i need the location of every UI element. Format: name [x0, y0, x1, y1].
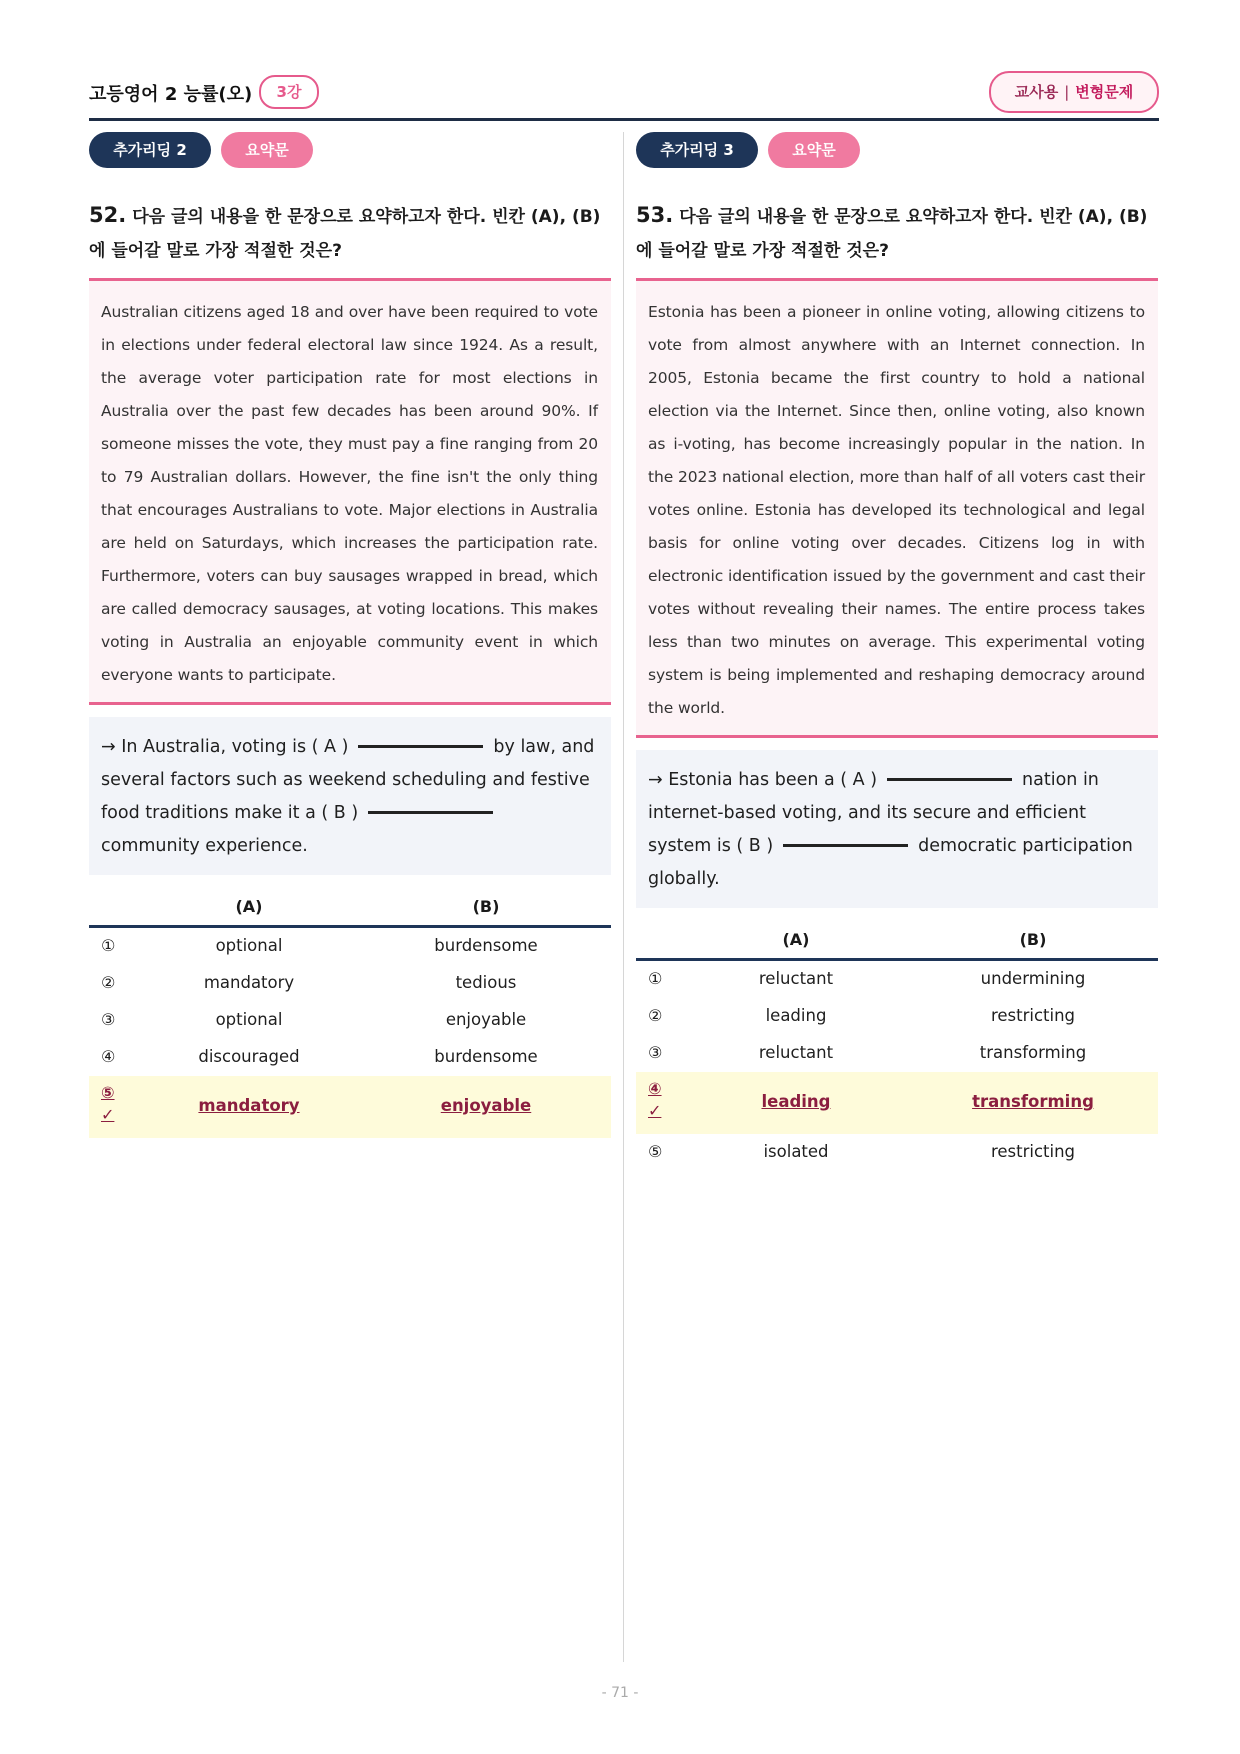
question-tags	[89, 132, 611, 168]
header-a: (A)	[235, 897, 263, 916]
choice-number: ①	[648, 969, 663, 988]
choices-header	[89, 891, 611, 925]
choice-a: leading	[761, 1092, 831, 1111]
question-text: 다음 글의 내용을 한 문장으로 요약하고자 한다. 빈칸 (A), (B)에 들어갈 말로 가장 적절한 것은?	[89, 207, 601, 261]
choice-b: tedious	[455, 973, 517, 992]
question-53-column	[636, 132, 1158, 1171]
summary-part-3: community experience.	[101, 836, 308, 856]
choice-a: mandatory	[198, 1096, 300, 1115]
check-icon: ✓	[648, 1101, 662, 1120]
choice-b: enjoyable	[445, 1010, 527, 1029]
choice-number: ②	[101, 973, 116, 992]
choice-a: reluctant	[758, 969, 834, 988]
choice-a: mandatory	[203, 973, 295, 992]
header-rule	[89, 118, 1159, 121]
choice-b: restricting	[990, 1006, 1076, 1025]
answer-choices	[636, 924, 1158, 1171]
choice-b: transforming	[979, 1043, 1087, 1062]
question-tags	[636, 132, 1158, 168]
choice-row[interactable]	[89, 1002, 611, 1039]
teacher-edition-badge	[989, 71, 1159, 113]
choice-a: optional	[215, 936, 283, 955]
choice-row[interactable]	[636, 998, 1158, 1035]
check-icon: ✓	[101, 1105, 115, 1124]
summary-part-3: democratic participation globally.	[648, 836, 1133, 889]
blank-a	[358, 745, 483, 748]
question-prompt	[636, 198, 1158, 268]
badge-separator: |	[1064, 83, 1070, 101]
answer-choices	[89, 891, 611, 1138]
question-prompt	[89, 198, 611, 268]
summary-part-2: by law, and several factors such as weekend scheduling and festive food traditions make it a ( B )	[101, 737, 595, 823]
question-number: 53.	[636, 203, 674, 227]
summary-part-1: → Estonia has been a ( A )	[648, 770, 878, 790]
choice-number: ③	[101, 1010, 116, 1029]
choice-row[interactable]	[636, 961, 1158, 998]
reading-passage: Estonia has been a pioneer in online voting, allowing citizens to vote from almost anywhere with an Internet connection. In 2005, Estonia became the first country to hold a national election via the Internet. Since then, online voting, also known as i-voting, has become increasingly popular in the nation. In the 2023 national election, more than half of all voters cast their votes online. Estonia has developed its technological and legal basis for online voting over decades. Citizens log in with electronic identification issued by the government and cast their votes without revealing their names. The entire process takes less than two minutes on average. This experimental voting system is being implemented and reshaping democracy around the world.	[636, 281, 1158, 735]
choice-b: burdensome	[434, 936, 538, 955]
choice-a: isolated	[763, 1142, 829, 1161]
choice-number: ①	[101, 936, 116, 955]
blank-a	[887, 778, 1012, 781]
blank-b	[368, 811, 493, 814]
book-title: 고등영어 2 능률(오)	[89, 84, 253, 105]
correct-choice-row[interactable]	[636, 1072, 1158, 1134]
choice-number: ⑤	[648, 1142, 663, 1161]
choice-row[interactable]	[89, 965, 611, 1002]
choice-row[interactable]	[89, 1039, 611, 1076]
choice-number: ②	[648, 1006, 663, 1025]
summary-sentence	[89, 717, 611, 875]
question-52-column	[89, 132, 611, 1138]
summary-part-2: nation in internet-based voting, and its secure and efficient system is ( B )	[648, 770, 1099, 856]
header-b: (B)	[472, 897, 500, 916]
choice-b: transforming	[972, 1092, 1094, 1111]
header-a: (A)	[782, 930, 810, 949]
header-b: (B)	[1019, 930, 1047, 949]
choice-b: undermining	[980, 969, 1086, 988]
choice-b: burdensome	[434, 1047, 538, 1066]
choices-header	[636, 924, 1158, 958]
column-divider	[623, 132, 624, 1662]
choice-a: optional	[215, 1010, 283, 1029]
question-text: 다음 글의 내용을 한 문장으로 요약하고자 한다. 빈칸 (A), (B)에 들어갈 말로 가장 적절한 것은?	[636, 207, 1148, 261]
question-type-tag: 요약문	[768, 132, 860, 168]
question-type-label: 변형문제	[1075, 83, 1134, 101]
question-number: 52.	[89, 203, 127, 227]
passage-bottom-rule	[89, 702, 611, 705]
choice-a: discouraged	[198, 1047, 300, 1066]
choice-number: ③	[648, 1043, 663, 1062]
passage-bottom-rule	[636, 735, 1158, 738]
summary-part-1: → In Australia, voting is ( A )	[101, 737, 349, 757]
page-number: - 71 -	[601, 1685, 639, 1701]
correct-choice-row[interactable]	[89, 1076, 611, 1138]
reading-tag: 추가리딩 3	[636, 132, 758, 168]
choice-b: restricting	[990, 1142, 1076, 1161]
page-header	[89, 70, 1159, 120]
choice-row[interactable]	[89, 928, 611, 965]
choice-number-text: ⑤	[101, 1083, 115, 1102]
question-type-tag: 요약문	[221, 132, 313, 168]
choice-number-text: ④	[648, 1079, 662, 1098]
teacher-label: 교사용	[1014, 83, 1059, 101]
choice-a: reluctant	[758, 1043, 834, 1062]
choice-row[interactable]	[636, 1134, 1158, 1171]
choice-a: leading	[765, 1006, 827, 1025]
lesson-badge: 3강	[259, 75, 319, 109]
reading-tag: 추가리딩 2	[89, 132, 211, 168]
choice-row[interactable]	[636, 1035, 1158, 1072]
choice-b: enjoyable	[440, 1096, 532, 1115]
blank-b	[783, 844, 908, 847]
summary-sentence	[636, 750, 1158, 908]
choice-number	[648, 1078, 670, 1122]
choice-number: ④	[101, 1047, 116, 1066]
reading-passage: Australian citizens aged 18 and over have been required to vote in elections under federal electoral law since 1924. As a result, the average voter participation rate for most elections in Australia over the past few decades has been around 90%. If someone misses the vote, they must pay a fine ranging from 20 to 79 Australian dollars. However, the fine isn't the only thing that encourages Australians to vote. Major elections in Australia are held on Saturdays, which increases the participation rate. Furthermore, voters can buy sausages wrapped in bread, which are called democracy sausages, at voting locations. This makes voting in Australia an enjoyable community event in which everyone wants to participate.	[89, 281, 611, 702]
choice-number	[101, 1082, 123, 1126]
